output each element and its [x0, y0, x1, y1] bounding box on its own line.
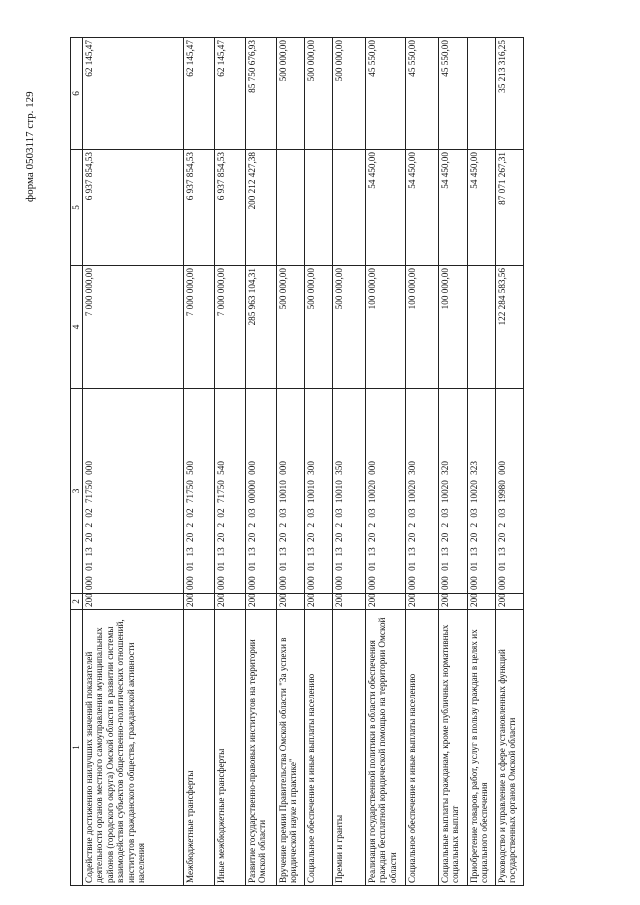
row-unexecuted: 45 550,00 [439, 38, 468, 150]
table-row [184, 38, 215, 886]
row-unexecuted: 62 145,47 [83, 38, 184, 150]
row-approved: 7 000 000,00 [184, 266, 215, 389]
row-approved: 285 963 104,31 [246, 266, 277, 389]
table-row [215, 38, 246, 886]
row-kbk: 000 01 13 20 2 03 10020 000 [366, 389, 406, 594]
row-executed: 54 450,00 [439, 150, 468, 266]
row-executed: 54 450,00 [366, 150, 406, 266]
row-code: 200 [496, 594, 524, 610]
row-code: 200 [439, 594, 468, 610]
row-kbk: 000 01 13 20 2 03 10020 323 [468, 389, 496, 594]
row-kbk: 000 01 13 20 2 02 71750 500 [184, 389, 215, 594]
table-row [246, 38, 277, 886]
row-code: 200 [468, 594, 496, 610]
header-col-3: 3 [71, 389, 83, 594]
header-col-1: 1 [71, 610, 83, 886]
row-code: 200 [83, 594, 184, 610]
row-executed: 87 071 267,31 [496, 150, 524, 266]
row-name: Развитие государственно-правовых институтов на территории Омской области [246, 610, 277, 886]
table-row [277, 38, 305, 886]
form-note [22, 12, 42, 202]
row-name: Вручение премии Правительства Омской области "За успехи в юридической науке и практике" [277, 610, 305, 886]
row-code: 200 [184, 594, 215, 610]
table-row [439, 38, 468, 886]
row-executed: 54 450,00 [468, 150, 496, 266]
row-unexecuted: 62 145,47 [184, 38, 215, 150]
row-approved: 7 000 000,00 [83, 266, 184, 389]
row-unexecuted: 500 000,00 [333, 38, 366, 150]
row-approved: 500 000,00 [277, 266, 305, 389]
header-col-6: 6 [71, 38, 83, 150]
row-name: Руководство и управление в сфере установленных функций государственных органов Омской области [496, 610, 524, 886]
row-kbk: 000 01 13 20 2 03 19980 000 [496, 389, 524, 594]
table-row [333, 38, 366, 886]
row-code: 200 [333, 594, 366, 610]
row-unexecuted: 85 750 676,93 [246, 38, 277, 150]
table-row [366, 38, 406, 886]
row-executed: 200 212 427,38 [246, 150, 277, 266]
row-executed: 6 937 854,53 [83, 150, 184, 266]
row-name: Социальное обеспечение и иные выплаты населению [406, 610, 439, 886]
table-row [305, 38, 333, 886]
row-kbk: 000 01 13 20 2 03 00000 000 [246, 389, 277, 594]
row-kbk: 000 01 13 20 2 03 10010 300 [305, 389, 333, 594]
row-code: 200 [277, 594, 305, 610]
row-kbk: 000 01 13 20 2 03 10020 300 [406, 389, 439, 594]
row-approved: 122 284 583,56 [496, 266, 524, 389]
row-code: 200 [406, 594, 439, 610]
header-col-2: 2 [71, 594, 83, 610]
header-col-5: 5 [71, 150, 83, 266]
row-name: Реализация государственной политики в области обеспечения граждан бесплатной юридической помощью на территории Омской области [366, 610, 406, 886]
row-unexecuted: 45 550,00 [406, 38, 439, 150]
row-unexecuted: 35 213 316,25 [496, 38, 524, 150]
row-kbk: 000 01 13 20 2 02 71750 540 [215, 389, 246, 594]
row-name: Иные межбюджетные трансферты [215, 610, 246, 886]
table-row [83, 38, 184, 886]
row-approved: 100 000,00 [406, 266, 439, 389]
row-executed [277, 150, 305, 266]
rotated-table-container [70, 38, 556, 886]
row-name: Приобретение товаров, работ, услуг в пользу граждан в целях их социального обеспечения [468, 610, 496, 886]
row-code: 200 [366, 594, 406, 610]
row-executed: 6 937 854,53 [215, 150, 246, 266]
row-kbk: 000 01 13 20 2 03 10010 000 [277, 389, 305, 594]
row-approved: 100 000,00 [366, 266, 406, 389]
row-kbk: 000 01 13 20 2 02 71750 000 [83, 389, 184, 594]
row-code: 200 [246, 594, 277, 610]
page-content [70, 38, 556, 886]
row-code: 200 [215, 594, 246, 610]
row-executed: 6 937 854,53 [184, 150, 215, 266]
row-unexecuted: 500 000,00 [277, 38, 305, 150]
row-kbk: 000 01 13 20 2 03 10020 320 [439, 389, 468, 594]
row-approved: 7 000 000,00 [215, 266, 246, 389]
budget-execution-table [70, 37, 524, 886]
row-executed [333, 150, 366, 266]
row-name: Премии и гранты [333, 610, 366, 886]
row-executed: 54 450,00 [406, 150, 439, 266]
table-body [83, 38, 524, 886]
row-code: 200 [305, 594, 333, 610]
table-row [468, 38, 496, 886]
row-executed [305, 150, 333, 266]
row-unexecuted: 500 000,00 [305, 38, 333, 150]
table-header-row [71, 38, 83, 886]
header-col-4: 4 [71, 266, 83, 389]
table-row [496, 38, 524, 886]
row-kbk: 000 01 13 20 2 03 10010 350 [333, 389, 366, 594]
row-name: Межбюджетные трансферты [184, 610, 215, 886]
row-unexecuted [468, 38, 496, 150]
row-approved: 100 000,00 [439, 266, 468, 389]
row-approved: 500 000,00 [333, 266, 366, 389]
table-row [406, 38, 439, 886]
form-note-text: форма 0503117 стр. 129 [24, 91, 36, 202]
row-name: Содействие достижению наилучших значений показателей деятельности органов местного самоуправления муниципальных районов (городского округа) Омской области в развитии системы взаимодействия субъектов общественно-политических отношений, институтов гражданского общества, гражданской активности населения [83, 610, 184, 886]
row-approved [468, 266, 496, 389]
row-unexecuted: 62 145,47 [215, 38, 246, 150]
row-unexecuted: 45 550,00 [366, 38, 406, 150]
row-name: Социальное обеспечение и иные выплаты населению [305, 610, 333, 886]
row-name: Социальные выплаты гражданам, кроме публичных нормативных социальных выплат [439, 610, 468, 886]
row-approved: 500 000,00 [305, 266, 333, 389]
